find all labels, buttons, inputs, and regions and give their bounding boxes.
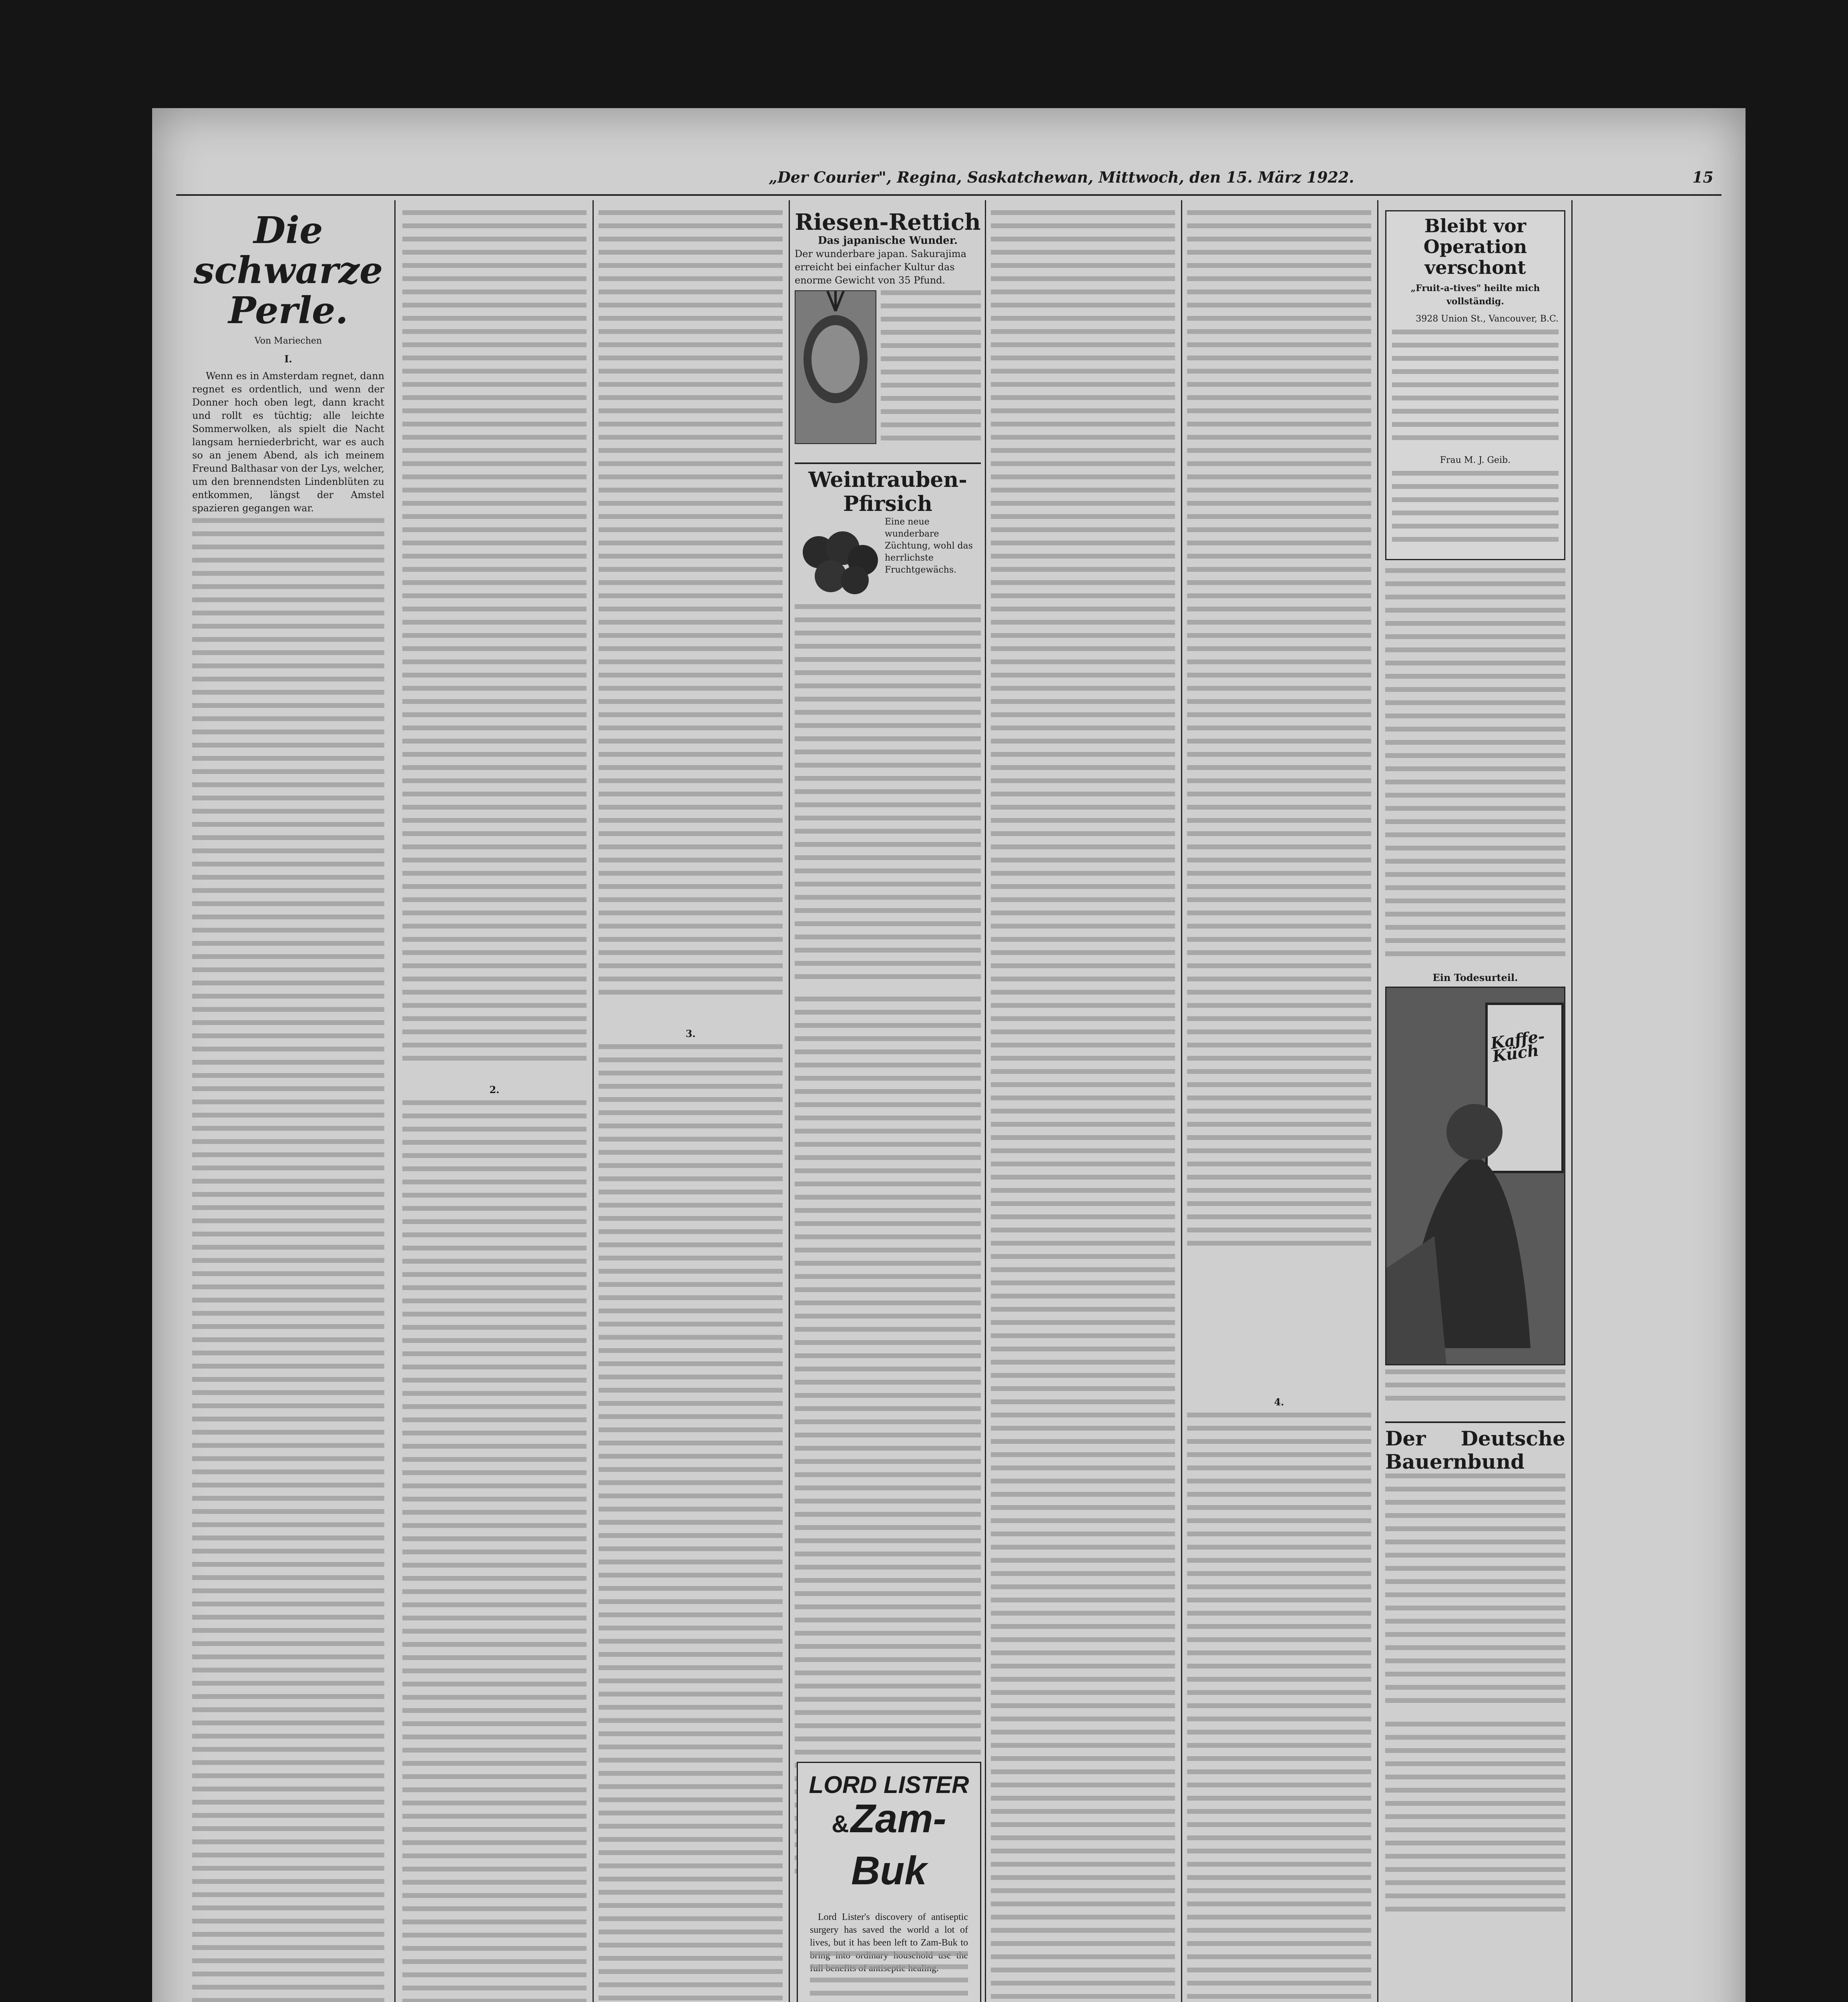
story-column-2	[402, 210, 587, 2002]
zambuk-ad-brand: Zam-Buk	[850, 1796, 946, 1893]
story-column-1	[192, 210, 384, 2002]
column-divider	[1181, 200, 1182, 2002]
text-lines	[192, 518, 384, 2002]
zambuk-ad	[797, 1762, 981, 2002]
right-column	[1385, 210, 1565, 2002]
text-lines	[402, 210, 587, 1079]
illustration	[1385, 987, 1565, 1365]
operation-ad-address: 3928 Union St., Vancouver, B.C.	[1416, 314, 1559, 324]
zambuk-ad-amp: &	[832, 1811, 849, 1837]
ad-divider	[1385, 1421, 1565, 1423]
radish-ad-subtitle: Das japanische Wunder.	[818, 235, 958, 247]
section-number: 3.	[685, 1028, 696, 1039]
text-lines	[1385, 1473, 1565, 1722]
operation-ad-title: Bleibt vor Operation verschont	[1423, 215, 1527, 278]
grapes-ad-body	[795, 516, 981, 604]
story-column-3	[599, 210, 783, 2002]
story-title: Die schwarze Perle.	[193, 210, 383, 332]
operation-ad-signature: Frau M. J. Geib.	[1440, 455, 1511, 465]
radish-ad-body	[795, 290, 981, 458]
grapes-icon	[795, 520, 883, 600]
text-lines	[991, 210, 1175, 2002]
ad-divider	[795, 462, 981, 464]
text-lines	[402, 1100, 587, 2002]
zambuk-ad-top: LORD LISTER	[809, 1771, 969, 1798]
text-lines	[599, 210, 783, 1023]
page-header	[152, 168, 1746, 196]
radish-ad-intro: Der wunderbare japan. Sakurajima erreicht bei einfacher Kultur das enorme Gewicht von 35 Pfund.	[795, 248, 966, 286]
text-lines	[1385, 1369, 1565, 1417]
text-lines	[1392, 330, 1559, 450]
grapes-ad-title: Weintrauben-Pfirsich	[808, 468, 967, 516]
story-column-6	[1187, 210, 1371, 2002]
section-number: 4.	[1274, 1396, 1284, 1408]
radish-ad-title: Riesen-Rettich	[795, 210, 981, 235]
radish-image	[795, 290, 876, 444]
text-lines	[1187, 1413, 1371, 2002]
grapes-ad-intro: Eine neue wunderbare Züchtung, wohl das herrlichste Fruchtgewächs.	[885, 517, 973, 575]
radish-icon	[795, 291, 876, 443]
picture-caption: Ein Todesurteil.	[1432, 972, 1518, 983]
text-lines	[1385, 1722, 1565, 1930]
page-number: 15	[1692, 168, 1713, 186]
column-divider	[1377, 200, 1378, 2002]
ad-column	[795, 210, 981, 2002]
column-divider	[394, 200, 396, 2002]
section-number: 2.	[489, 1084, 500, 1095]
story-byline: Von Mariechen	[254, 336, 322, 346]
column-divider	[1571, 200, 1573, 2002]
story-opening: Wenn es in Amsterdam regnet, dann regnet es ordentlich, und wenn der Donner hoch oben legt, dann kracht und rollt es tüchtig; alle leichte Sommerwolken, als spielt die Nacht langsam herniederbricht, war es auch so an jenem Abend, als ich meinem Freund Balthasar von der Lys, welcher, um den brennendsten Lindenblüten zu entkommen, längst der Amstel spazieren gegangen war.	[192, 370, 384, 514]
story-column-5	[991, 210, 1175, 2002]
zambuk-ad-body: Lord Lister's discovery of antiseptic surgery has saved the world a lot of lives, but it has been left to Zam-Buk to	[810, 1912, 968, 1948]
newspaper-page	[152, 108, 1746, 2002]
text-lines	[1392, 471, 1559, 551]
text-lines	[599, 1044, 783, 2002]
column-divider	[593, 200, 594, 2002]
text-lines	[810, 1951, 968, 2002]
column-divider	[789, 200, 790, 2002]
masthead: „Der Courier", Regina, Saskatchewan, Mittwoch, den 15. März 1922.	[769, 168, 1354, 186]
column-divider	[985, 200, 986, 2002]
section-number: I.	[284, 353, 292, 365]
header-rule	[176, 194, 1721, 196]
text-lines	[1385, 568, 1565, 969]
operation-ad	[1385, 210, 1565, 560]
bauernbund-title: Der Deutsche Bauernbund	[1385, 1427, 1565, 1473]
operation-ad-subtitle: „Fruit-a-tives" heilte mich vollständig.	[1410, 283, 1540, 307]
sign-text: Kaffe-Küch	[1489, 1027, 1546, 1066]
text-lines	[1187, 210, 1371, 1391]
text-lines	[795, 604, 981, 997]
